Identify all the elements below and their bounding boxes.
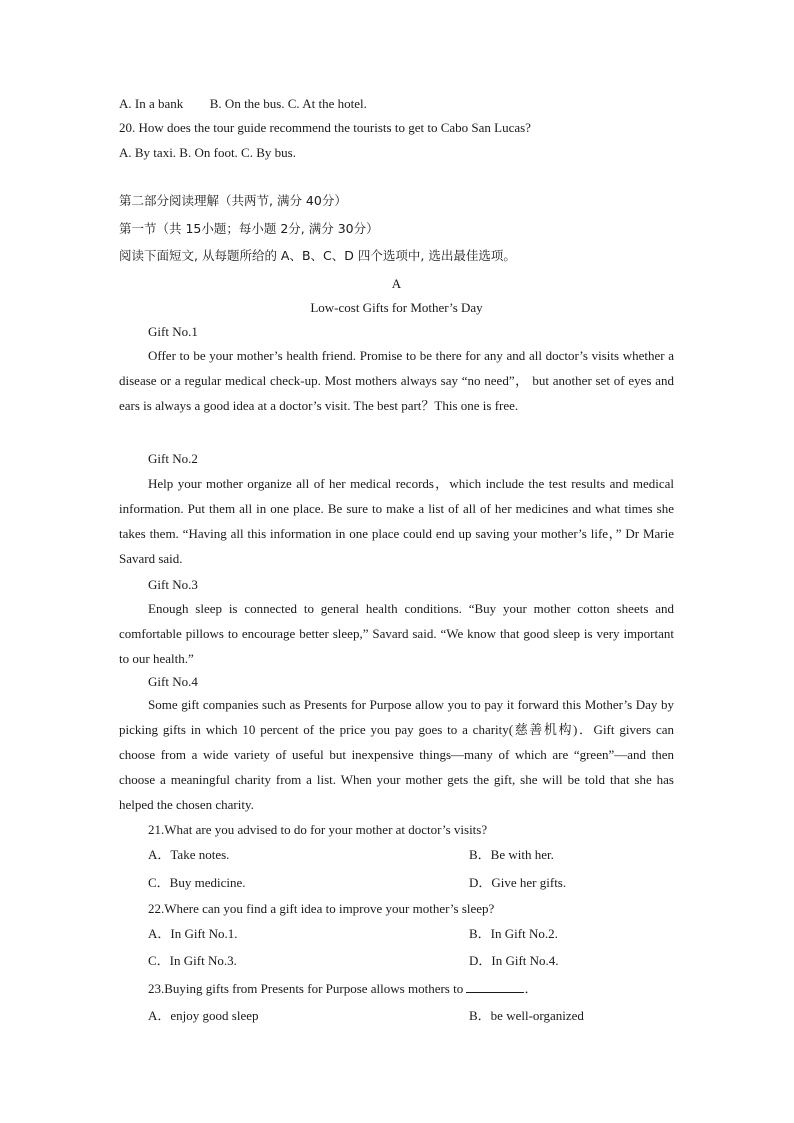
gift-3-text — [119, 596, 674, 671]
question-21-stem: 21.What are you advised to do for your mother at doctor’s visits? — [148, 822, 488, 837]
q23-stem-text: 23.Buying gifts from Presents for Purpose allows mothers to — [148, 981, 464, 996]
passage-title: Low-cost Gifts for Mother’s Day — [310, 300, 483, 315]
q19-option-a: A. In a bank — [119, 96, 184, 111]
answer-blank — [466, 980, 524, 993]
instructions: 阅读下面短文, 从每题所给的 A、B、C、D 四个选项中, 选出最佳选项。 — [119, 248, 516, 263]
q19-option-c: C. At the hotel. — [287, 96, 367, 111]
q21-option-b: B．Be with her. — [469, 847, 554, 862]
gift-1-heading: Gift No.1 — [148, 324, 198, 339]
gift-2-text — [119, 471, 674, 571]
gift-4-heading: Gift No.4 — [148, 674, 198, 689]
q22-option-b: B．In Gift No.2. — [469, 926, 558, 941]
q22-option-d: D．In Gift No.4. — [469, 953, 559, 968]
q21-option-c: C．Buy medicine. — [148, 875, 246, 890]
q22-option-a: A．In Gift No.1. — [148, 926, 238, 941]
q23-stem-end: ． — [524, 981, 538, 996]
gift-3-body: Enough sleep is connected to general health conditions. “Buy your mother cotton sheets and comfortable pillows to encourage better sleep,” Savard said. “We know that good sleep is very important to our health.” — [119, 601, 674, 666]
q21-option-a: A．Take notes. — [148, 847, 230, 862]
gift-2-heading: Gift No.2 — [148, 451, 198, 466]
q19-option-b: B. On the bus. — [209, 96, 285, 111]
section-heading: 第一节（共 15小题；每小题 2分, 满分 30分） — [119, 221, 379, 236]
question-23-stem — [148, 980, 538, 997]
gift-4-text — [119, 692, 674, 817]
q23-option-a: A．enjoy good sleep — [148, 1008, 259, 1023]
q23-option-b: B．be well-organized — [469, 1008, 584, 1023]
gift-4-body: Some gift companies such as Presents for Purpose allow you to pay it forward this Mother’s Day by picking gifts in which 10 percent of the price you pay goes to a charity(慈善机构)．Gift givers can choose from a wide variety of useful but inexpensive things—many of which are “green”—and then choose a meaningful charity from a list. When your mother gets the gift, she will be told that she has helped the chosen charity. — [119, 697, 674, 812]
gift-2-body: Help your mother organize all of her medical records，which include the test results and medical information. Put them all in one place. Be sure to make a list of all of her medicines and what times she takes them. “Having all this information in one place could end up saving your mother’s life，” Dr Marie Savard said. — [119, 476, 674, 566]
q19-options — [119, 96, 367, 112]
part-heading: 第二部分阅读理解（共两节, 满分 40分） — [119, 193, 347, 208]
q20-question: 20. How does the tour guide recommend the tourists to get to Cabo San Lucas? — [119, 120, 531, 135]
question-22-stem: 22.Where can you find a gift idea to improve your mother’s sleep? — [148, 901, 495, 916]
q21-option-d: D．Give her gifts. — [469, 875, 567, 890]
gift-3-heading: Gift No.3 — [148, 577, 198, 592]
gift-1-text — [119, 343, 674, 418]
q22-option-c: C．In Gift No.3. — [148, 953, 237, 968]
passage-letter: A — [391, 276, 402, 291]
gift-1-body: Offer to be your mother’s health friend. Promise to be there for any and all doctor’s visits whether a disease or a regular medical check-up. Most mothers always say “no need”， but another set of eyes and ears is always a good idea at a doctor’s visit. The best part？This one is free. — [119, 348, 674, 413]
q20-options: A. By taxi. B. On foot. C. By bus. — [119, 145, 296, 160]
